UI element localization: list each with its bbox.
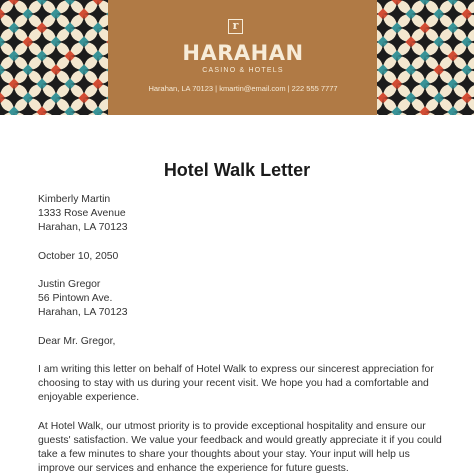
paragraph-1-line: enjoyable experience. — [38, 392, 140, 403]
brand-name: HARAHAN — [182, 41, 304, 65]
sender-street: 1333 Rose Avenue — [38, 208, 126, 219]
geometric-pattern-right — [377, 0, 474, 115]
paragraph-2-line: improve our services and enhance the experience for future guests. — [38, 463, 349, 474]
letter-date: October 10, 2050 — [38, 251, 119, 262]
paragraph-1-line: I am writing this letter on behalf of Hotel Walk to express our sincerest appreciation for — [38, 364, 434, 375]
letter-title: Hotel Walk Letter — [163, 160, 311, 180]
recipient-city: Harahan, LA 70123 — [38, 307, 128, 318]
paragraph-2-line: take a few minutes to share your thoughts about your stay. Your input will help us — [38, 449, 410, 460]
sender-name: Kimberly Martin — [38, 194, 111, 205]
letterhead-banner — [0, 0, 474, 115]
salutation: Dear Mr. Gregor, — [38, 336, 116, 347]
paragraph-1-line: choosing to stay with us during your recent visit. We hope you had a comfortable and — [38, 378, 429, 389]
brand-tagline: CASINO & HOTELS — [202, 67, 284, 74]
brand-contact-info: Harahan, LA 70123 | kmartin@email.com | 222 555 7777 — [148, 84, 338, 93]
brand-logo-icon: r — [228, 19, 243, 34]
paragraph-2-line: At Hotel Walk, our utmost priority is to provide exceptional hospitality and ensure our — [38, 421, 426, 432]
sender-city: Harahan, LA 70123 — [38, 222, 128, 233]
geometric-pattern-left — [0, 0, 110, 115]
paragraph-2-line: guests' satisfaction. We value your feedback and would greatly appreciate it if you could — [38, 435, 442, 446]
recipient-street: 56 Pintown Ave. — [38, 293, 113, 304]
recipient-name: Justin Gregor — [38, 279, 101, 290]
